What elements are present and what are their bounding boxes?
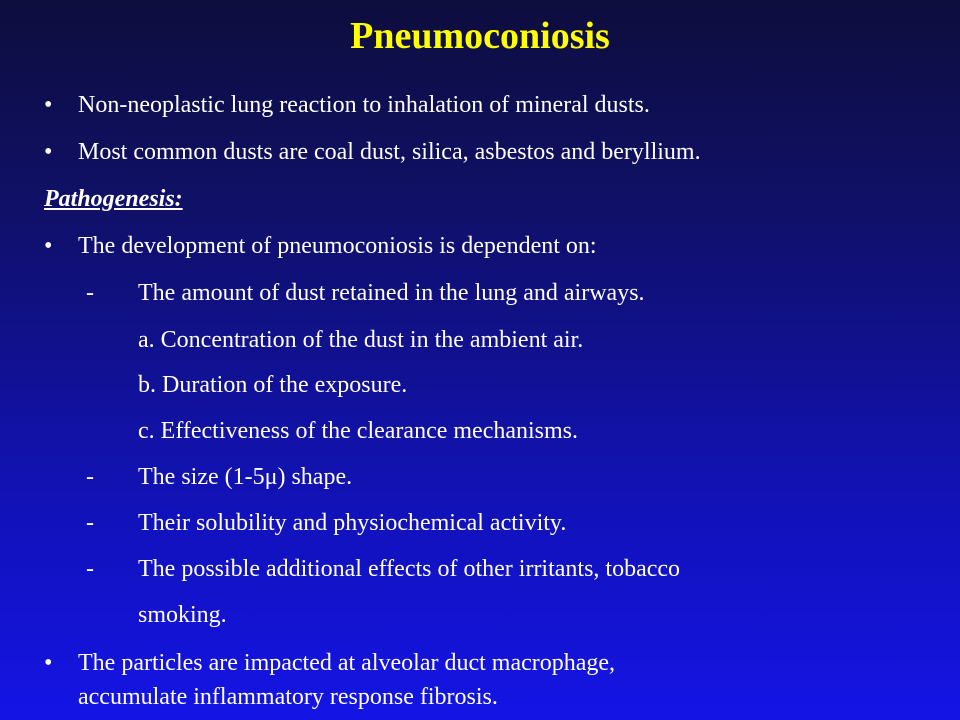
sub-item-c: c. Effectiveness of the clearance mechanisms. — [138, 418, 579, 444]
dash-marker: - — [86, 280, 94, 306]
dash-marker: - — [86, 510, 94, 536]
possible-item-line-1: The possible additional effects of other irritants, tobacco — [138, 556, 681, 582]
bullet-marker: • — [44, 650, 53, 676]
sub-item-a: a. Concentration of the dust in the ambient air. — [138, 327, 584, 353]
particles-line-1: The particles are impacted at alveolar duct macrophage, — [78, 650, 616, 676]
pathogenesis-heading: Pathogenesis: — [44, 186, 183, 212]
possible-item-line-2: smoking. — [138, 602, 227, 628]
dash-marker: - — [86, 464, 94, 490]
development-lead: The development of pneumoconiosis is dependent on: — [78, 233, 597, 259]
bullet-marker: • — [44, 139, 53, 165]
intro-line-2: Most common dusts are coal dust, silica, asbestos and beryllium. — [78, 139, 701, 165]
size-item: The size (1-5μ) shape. — [138, 464, 353, 490]
amount-item: The amount of dust retained in the lung and airways. — [138, 280, 645, 306]
slide-title: Pneumoconiosis — [350, 15, 610, 57]
solubility-item: Their solubility and physiochemical activity. — [138, 510, 567, 536]
bullet-marker: • — [44, 92, 53, 118]
bullet-marker: • — [44, 233, 53, 259]
sub-item-b: b. Duration of the exposure. — [138, 372, 408, 398]
dash-marker: - — [86, 556, 94, 582]
intro-line-1: Non-neoplastic lung reaction to inhalation of mineral dusts. — [78, 92, 650, 118]
particles-line-2: accumulate inflammatory response fibrosis. — [78, 684, 498, 710]
